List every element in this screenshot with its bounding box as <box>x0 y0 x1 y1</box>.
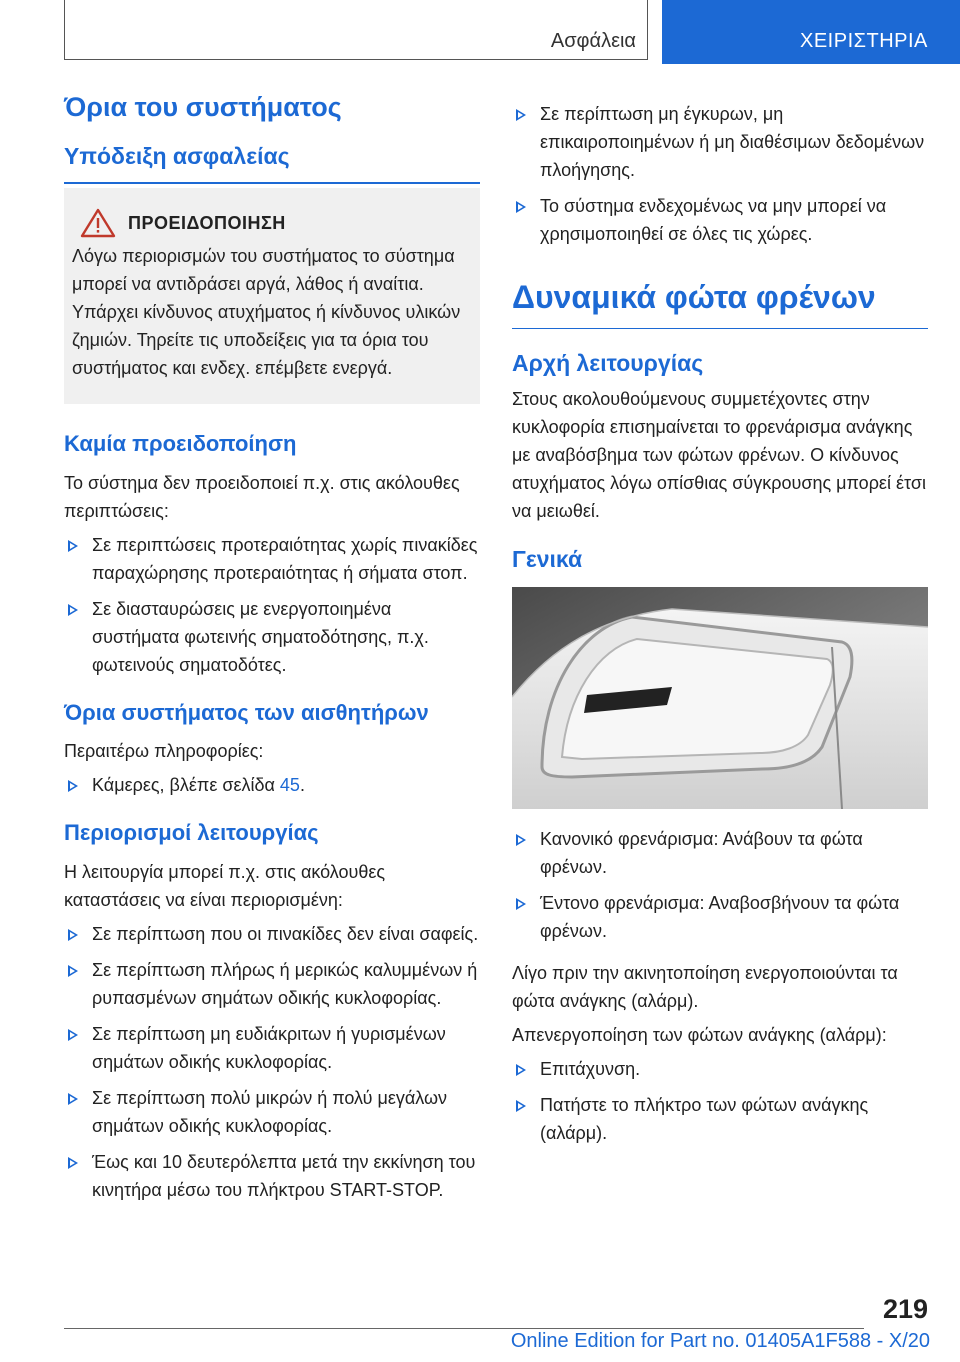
list-item: Κάμερες, βλέπε σελίδα 45. <box>64 771 480 799</box>
function-restrictions-heading: Περιορισμοί λειτουργίας <box>64 820 319 846</box>
header-section-title: Ασφάλεια <box>550 30 636 52</box>
sensor-limits-list <box>64 771 480 799</box>
no-warning-list <box>64 531 480 679</box>
bullet-triangle-icon <box>68 1029 78 1041</box>
list-item: Έντονο φρενάρισμα: Αναβοσβήνουν τα φώτα φρένων. <box>512 889 928 945</box>
bullet-triangle-icon <box>68 929 78 941</box>
right-column <box>512 100 928 1161</box>
list-item: Σε διασταυρώσεις με ενεργοποιημένα συστήματα φωτεινής σηματοδότησης, π.χ. φωτεινούς σηματοδότες. <box>64 595 480 679</box>
list-item: Σε περίπτωση μη έγκυρων, μη επικαιροποιημένων ή μη διαθέσιμων δεδομένων πλοήγησης. <box>512 100 928 184</box>
bullet-triangle-icon <box>516 1100 526 1112</box>
brake-light-photo <box>512 587 928 809</box>
hazard-lights-note: Λίγο πριν την ακινητοποίηση ενεργοποιούνται τα φώτα ανάγκης (αλάρμ). <box>512 963 898 1012</box>
warning-text: Λόγω περιορισμών του συστήματος το σύστημα μπορεί να αντιδράσει αργά, λάθος ή αναίτια. Υπάρχει κίνδυνος ατυχήματος ή κίνδυνος υλικών ζημιών. Τηρείτε τις υποδείξεις για τα όρια του συστήματος και ενδεχ. επέμβετε ενεργά. <box>72 246 461 379</box>
principle-text: Στους ακολουθούμενους συμμετέχοντες στην κυκλοφορία επισημαίνεται το φρενάρισμα ανάγκης με αναβόσβημα των φώτων φρένων. Ο κίνδυνος ατυχήματος λόγω οπίσθιας σύγκρουσης μπορεί έτσι να μειωθεί. <box>512 389 926 522</box>
warning-triangle-icon <box>80 208 116 238</box>
hazard-off-list <box>512 1055 928 1147</box>
warning-box <box>64 188 480 404</box>
footer-divider <box>64 1328 864 1329</box>
sensor-limits-heading: Όρια συστήματος των αισθητήρων <box>64 699 429 725</box>
brake-modes-list <box>512 825 928 945</box>
list-item: Σε περιπτώσεις προτεραιότητας χωρίς πινακίδες παραχώρησης προτεραιότητας ή σήματα στοπ. <box>64 531 480 587</box>
bullet-triangle-icon <box>68 604 78 616</box>
list-item: Σε περίπτωση μη ευδιάκριτων ή γυρισμένων σημάτων οδικής κυκλοφορίας. <box>64 1020 480 1076</box>
principle-heading: Αρχή λειτουργίας <box>512 350 704 377</box>
left-column <box>64 90 480 1218</box>
footer-edition: Online Edition for Part no. 01405A1F588 - X/20 <box>510 1330 930 1352</box>
system-limits-title: Όρια του συστήματος <box>64 92 342 122</box>
function-restrictions-list <box>64 920 480 1204</box>
warning-title: ΠΡΟΕΙΔΟΠΟΙΗΣΗ <box>128 212 286 233</box>
title-divider <box>512 328 928 329</box>
bullet-triangle-icon <box>68 540 78 552</box>
bullet-triangle-icon <box>516 201 526 213</box>
nav-data-list <box>512 100 928 248</box>
list-item: Σε περίπτωση πλήρως ή μερικώς καλυμμένων ή ρυπασμένων σημάτων οδικής κυκλοφορίας. <box>64 956 480 1012</box>
bullet-triangle-icon <box>516 834 526 846</box>
list-item: Το σύστημα ενδεχομένως να μην μπορεί να χρησιμοποιηθεί σε όλες τις χώρες. <box>512 192 928 248</box>
dynamic-brake-lights-title: Δυναμικά φώτα φρένων <box>512 279 876 315</box>
list-item: Κανονικό φρενάρισμα: Ανάβουν τα φώτα φρένων. <box>512 825 928 881</box>
header-chapter-tab[interactable]: ΧΕΙΡΙΣΤΗΡΙΑ <box>662 0 960 64</box>
no-warning-intro: Το σύστημα δεν προειδοποιεί π.χ. στις ακόλουθες περιπτώσεις: <box>64 472 460 521</box>
function-restrictions-intro: Η λειτουργία μπορεί π.χ. στις ακόλουθες καταστάσεις να είναι περιορισμένη: <box>64 861 386 910</box>
hazard-off-intro: Απενεργοποίηση των φώτων ανάγκης (αλάρμ): <box>512 1025 887 1046</box>
page-link-45[interactable]: 45 <box>279 775 300 796</box>
page-header <box>0 0 960 64</box>
page-number: 219 <box>882 1294 928 1324</box>
safety-note-heading: Υπόδειξη ασφαλείας <box>64 143 480 184</box>
list-item: Σε περίπτωση πολύ μικρών ή πολύ μεγάλων σημάτων οδικής κυκλοφορίας. <box>64 1084 480 1140</box>
sensor-limits-intro: Περαιτέρω πληροφορίες: <box>64 741 264 762</box>
no-warning-heading: Καμία προειδοποίηση <box>64 431 297 457</box>
bullet-triangle-icon <box>68 1093 78 1105</box>
general-heading: Γενικά <box>512 546 583 573</box>
bullet-triangle-icon <box>516 1064 526 1076</box>
bullet-triangle-icon <box>68 780 78 792</box>
list-item: Πατήστε το πλήκτρο των φώτων ανάγκης (αλάρμ). <box>512 1091 928 1147</box>
list-item: Επιτάχυνση. <box>512 1055 928 1083</box>
bullet-triangle-icon <box>516 898 526 910</box>
bullet-triangle-icon <box>68 965 78 977</box>
list-item: Έως και 10 δευτερόλεπτα μετά την εκκίνηση του κινητήρα μέσω του πλήκτρου START-STOP. <box>64 1148 480 1204</box>
bullet-triangle-icon <box>68 1157 78 1169</box>
bullet-triangle-icon <box>516 109 526 121</box>
list-item: Σε περίπτωση που οι πινακίδες δεν είναι σαφείς. <box>64 920 480 948</box>
